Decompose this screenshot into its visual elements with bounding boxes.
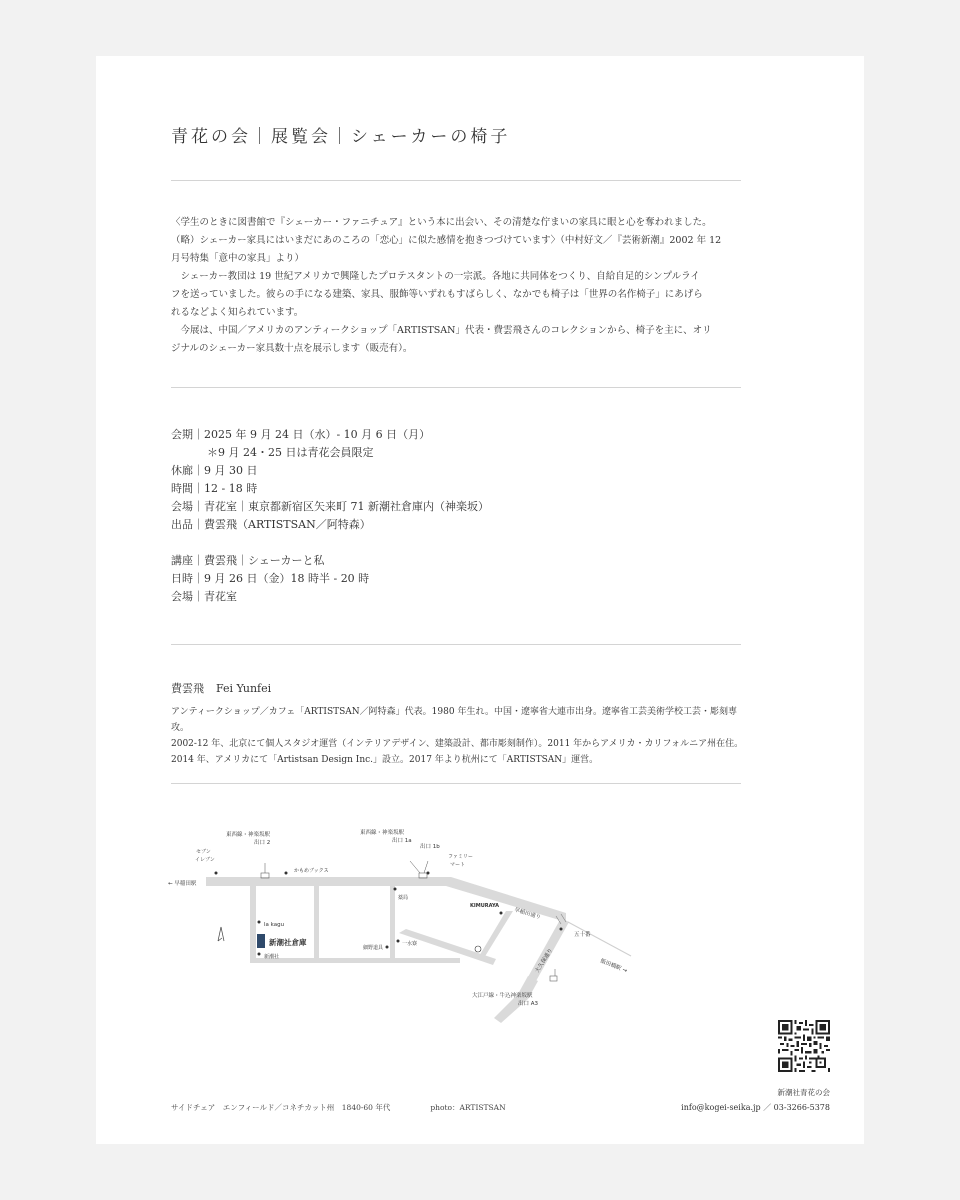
bio-line: アンティークショップ／カフェ「ARTISTSAN／阿特森」代表。1980 年生れ。中国・遼寧省大連市出身。遼寧省工芸美術学校工芸・彫刻専攻。 <box>171 707 737 733</box>
intro-line: シェーカー教団は 19 世紀アメリカで興隆したプロテスタントの一宗派。各地に共同体をつくり、自給自足的シンプルライ <box>171 271 700 282</box>
map-label-warehouse: 新潮社倉庫 <box>269 938 307 947</box>
info-hours: 時間｜12 - 18 時 <box>171 482 258 495</box>
map-label-okubo-street: 大久保通り <box>534 947 555 975</box>
intro-line: 今展は、中国／アメリカのアンティークショップ「ARTISTSAN」代表・費雲飛さんのコレクションから、椅子を主に、オリ <box>171 325 712 336</box>
map-label-shinchosha: 新潮社 <box>264 954 280 960</box>
map-label-ichimoku: 一水寮 <box>402 941 418 947</box>
bio-name-ja: 費雲飛 <box>171 682 204 695</box>
map-label-station-b: 東西線・神楽坂駅 <box>360 830 405 836</box>
info-members-note: ＊9 月 24・25 日は青花会員限定 <box>207 446 374 459</box>
north-arrow-icon <box>218 927 224 941</box>
qr-code[interactable] <box>778 1020 830 1072</box>
bio-text <box>171 704 751 768</box>
map-label-seven-2: イレブン <box>195 857 215 863</box>
bio-name <box>171 680 271 696</box>
divider <box>171 644 741 645</box>
map-label-exit-2: 出口 2 <box>254 840 271 846</box>
photo-credit: photo：ARTISTSAN <box>430 1103 506 1112</box>
caption-text: サイドチェア エンフィールド／コネチカット州 1840-60 年代 <box>171 1103 391 1112</box>
map-roads <box>206 877 631 1023</box>
map-label-exit-1b: 出口 1b <box>420 844 440 850</box>
map-label-station-a: 東西線・神楽坂駅 <box>226 832 271 838</box>
map-label-exit-1a: 出口 1a <box>392 838 412 844</box>
map-label-waseda-station: ← 早稲田駅 <box>168 881 197 887</box>
map-label-kimuraya: KIMURAYA <box>470 903 500 909</box>
org-name: 新潮社青花の会 <box>777 1088 830 1097</box>
info-venue: 会場｜青花室｜東京都新宿区矢来町 71 新潮社倉庫内（神楽坂） <box>171 500 489 513</box>
map-label-lakagu: la kagu <box>264 922 285 928</box>
intro-line: 月号特集「意中の家具」より） <box>171 253 305 264</box>
intro-line: ジナルのシェーカー家具数十点を展示します（販売有）。 <box>171 343 413 354</box>
bio-name-en: Fei Yunfei <box>216 682 272 695</box>
contact-info[interactable]: info@kogei-seika.jp ／ 03-3266-5378 <box>681 1103 830 1112</box>
map-label-oedo-2: 出口 A3 <box>518 1001 539 1007</box>
map-label-family-1: ファミリー <box>448 854 473 860</box>
intro-text <box>171 214 746 358</box>
flyer-sheet <box>96 56 864 1144</box>
info-period: 会期｜2025 年 9 月 24 日（水）- 10 月 6 日（月） <box>171 428 431 441</box>
page-title: 青花の会｜展覧会｜シェーカーの椅子 <box>171 127 511 147</box>
map-label-hosono: 細野道具 <box>363 945 384 951</box>
warehouse-marker <box>257 934 265 948</box>
map-label-waseda-street: 早稲田通り <box>513 907 542 921</box>
info-lecture-venue: 会場｜青花室 <box>171 590 237 603</box>
divider <box>171 387 741 388</box>
divider <box>171 180 741 181</box>
bio-line: 2014 年、アメリカにて「Artistsan Design Inc.」設立。2017 年より杭州にて「ARTISTSAN」運営。 <box>171 755 599 765</box>
map-label-iidabashi: 飯田橋駅 → <box>599 958 628 975</box>
intro-line: フを送っていました。彼らの手になる建築、家具、服飾等いずれもすばらしく、なかでも椅子は「世界の名作椅子」にあげら <box>171 289 703 300</box>
photo-caption <box>171 1102 506 1113</box>
map-label-pharmacy: 薬局 <box>398 895 409 901</box>
info-exhibitor: 出品｜費雲飛（ARTISTSAN／阿特森） <box>171 518 371 531</box>
intro-line: れるなどよく知られています。 <box>171 307 304 318</box>
map-label-family-2: マート <box>450 862 466 868</box>
info-closed: 休廊｜9 月 30 日 <box>171 464 258 477</box>
map-label-seven-1: セブン <box>196 849 211 855</box>
event-info <box>171 426 741 606</box>
info-lecture-date: 日時｜9 月 26 日（金）18 時半 - 20 時 <box>171 572 370 585</box>
map-label-kamome: かもめブックス <box>294 868 329 874</box>
bio-line: 2002-12 年、北京にて個人スタジオ運営（インテリアデザイン、建築設計、都市彫刻制作）。2011 年からアメリカ・カリフォルニア州在住。 <box>171 739 744 749</box>
map-label-gojuban: 五十番 <box>574 932 591 938</box>
info-lecture: 講座｜費雲飛｜シェーカーと私 <box>171 554 325 567</box>
intro-line: （略）シェーカー家具にはいまだにあのころの「恋心」に似た感情を抱きつづけています〉（中村好文／『芸術新潮』2002 年 12 <box>171 235 722 246</box>
intro-line: 〈学生のときに図書館で『シェーカー・ファニチュア』という本に出会い、その清楚な佇まいの家具に眼と心を奪われました。 <box>171 217 712 228</box>
divider <box>171 783 741 784</box>
map-label-oedo-1: 大江戸線・牛込神楽坂駅 <box>472 993 533 999</box>
access-map <box>166 821 666 1051</box>
